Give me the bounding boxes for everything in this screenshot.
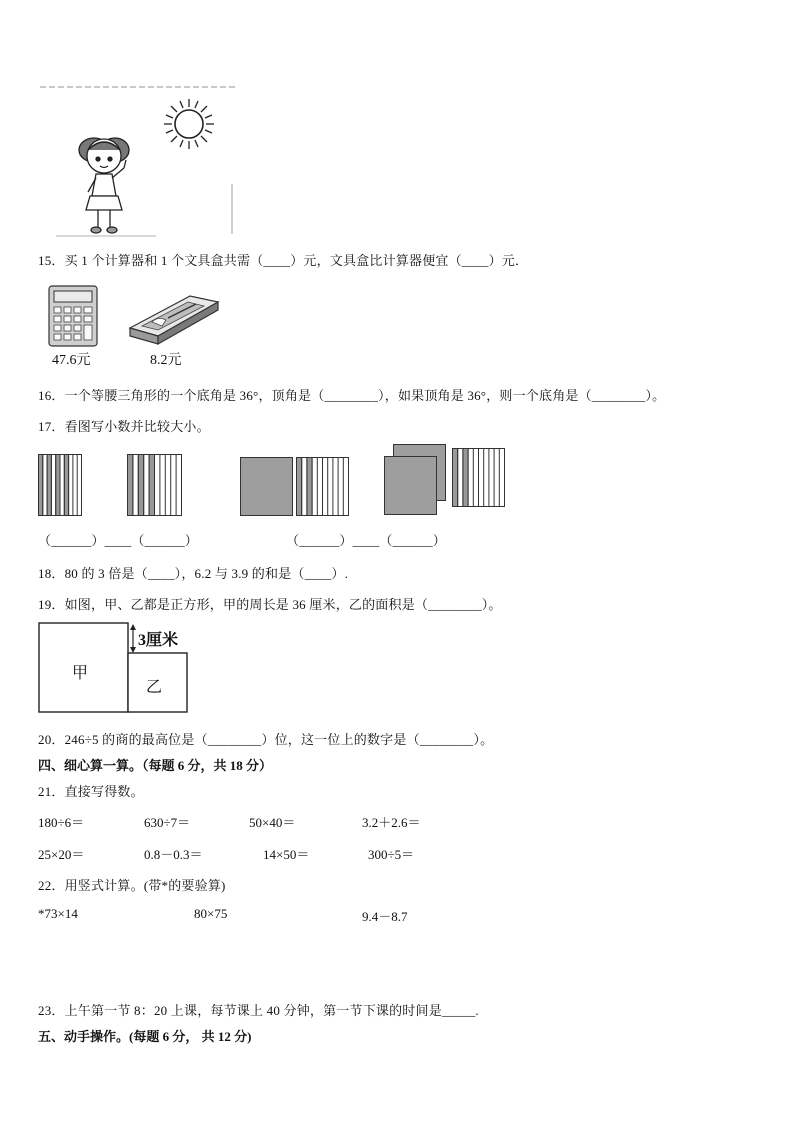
vertical-calc-item: 80×75 (194, 906, 228, 921)
calculator-price: 47.6元 (52, 353, 91, 368)
decimal-figure-2 (127, 454, 182, 516)
calc-item: 14×50＝ (263, 847, 310, 862)
question-22: 22．用竖式计算。(带*的要验算) (38, 878, 226, 893)
question-21: 21．直接写得数。 (38, 784, 144, 799)
decimal-figure-3 (240, 457, 350, 517)
girl-figure (79, 138, 129, 233)
question-18: 18．80 的 3 倍是（____），6.2 与 3.9 的和是（____）. (38, 566, 349, 581)
question-20: 20．246÷5 的商的最高位是（________）位，这一位上的数字是（________）。 (38, 732, 494, 747)
question-19: 19．如图，甲、乙都是正方形，甲的周长是 36 厘米，乙的面积是（________）。 (38, 597, 502, 612)
girl-sun-illustration (36, 84, 246, 244)
calculator-icon (48, 285, 98, 347)
square-jia-label: 甲 (72, 665, 89, 682)
question-17: 17．看图写小数并比较大小。 (38, 419, 210, 434)
calc-item: 300÷5＝ (368, 847, 415, 862)
section-5-title: 五、动手操作。(每题 6 分， 共 12 分) (38, 1029, 252, 1044)
pencil-case-price: 8.2元 (150, 353, 182, 368)
pencil-case-icon (128, 292, 220, 346)
decimal-figure-1 (38, 454, 82, 516)
question-23: 23．上午第一节 8：20 上课，每节课上 40 分钟，第一节下课的时间是_____. (38, 1003, 479, 1018)
vertical-calc-item: 9.4－8.7 (362, 909, 408, 924)
answer-row-left: （______）____（______） (38, 533, 198, 548)
calc-item: 25×20＝ (38, 847, 85, 862)
calc-item: 3.2＋2.6＝ (362, 815, 421, 830)
sun-icon (164, 99, 214, 149)
calc-item: 0.8－0.3＝ (144, 847, 203, 862)
dimension-label: 3厘米 (138, 632, 179, 649)
section-4-title: 四、细心算一算。（每题 6 分，共 18 分） (38, 758, 273, 773)
answer-row-right: （______）____（______） (286, 533, 446, 548)
square-yi-label: 乙 (146, 679, 163, 696)
calc-item: 630÷7＝ (144, 815, 191, 830)
question-15: 15．买 1 个计算器和 1 个文具盒共需（____）元，文具盒比计算器便宜（____）元． (38, 253, 529, 268)
question-16: 16．一个等腰三角形的一个底角是 36°，顶角是（________），如果顶角是 36°，则一个底角是（________）。 (38, 388, 666, 403)
calc-item: 50×40＝ (249, 815, 296, 830)
decimal-figure-4 (383, 444, 508, 516)
vertical-calc-item: *73×14 (38, 906, 78, 921)
calc-item: 180÷6＝ (38, 815, 85, 830)
